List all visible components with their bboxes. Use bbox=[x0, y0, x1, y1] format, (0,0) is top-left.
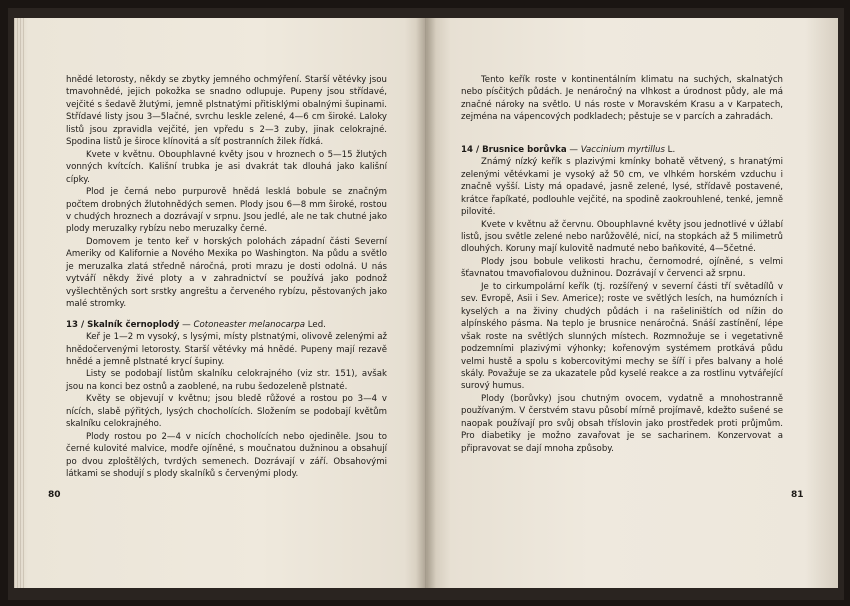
right-page bbox=[426, 18, 838, 588]
section-heading bbox=[66, 319, 387, 331]
paragraph: Plody jsou bobule velikosti hrachu, černomodré, ojíněné, s velmi šťavnatou tmavofialovou dužninou. Dozrávají v červenci až srpnu. bbox=[461, 256, 783, 280]
paragraph: Plody (borůvky) jsou chutným ovocem, vydatně a mnohostranně používaným. V čerstvém stavu působí mírně projímavě, kdežto sušené se naopak používají pro svůj obsah tříslovin jako prostředek proti průjmům. Pro diabetiky je možno zavařovat je se sacharinem. Konzervovat a připravovat se dají mnoha způsoby. bbox=[461, 393, 783, 454]
heading-number: 13 / bbox=[66, 319, 88, 330]
section-spacer bbox=[461, 124, 783, 136]
heading-latin: Cotoneaster melanocarpa bbox=[193, 319, 306, 330]
paragraph: Keř je 1—2 m vysoký, s lysými, místy plstnatými, olivově zelenými až hnědočervenými letorosty. Starší větévky má hnědé. Pupeny mají rezavě hnědé a jemně plstnaté krycí šupiny. bbox=[66, 332, 387, 367]
heading-name: Skalník černoplodý bbox=[87, 319, 180, 330]
left-page-text bbox=[66, 74, 387, 481]
page-number: 80 bbox=[48, 490, 61, 500]
page-number: 81 bbox=[791, 490, 804, 500]
page-edges bbox=[14, 18, 24, 588]
heading-dash: — bbox=[179, 319, 194, 330]
heading-number: 14 / bbox=[461, 144, 483, 155]
paragraph: Domovem je tento keř v horských polohách západní části Severní Ameriky od Kalifornie a Nového Mexika po Washington. Na půdu a světlo je meruzalka zlatá středně náročná, proti mrazu je dosti odolná. U nás vytváří někdy živé ploty a v zahradnictví se používá jako podnož vyšlechtěných sort srstky angreštu a červeného rybízu, pěstovaných jako malé stromky. bbox=[66, 236, 387, 310]
paragraph: Je to cirkumpolární keřík (tj. rozšířený v severní části tří světadílů v sev. Evropě, Asii i Sev. Americe); roste ve světlých lesích, na humózních i kyselých a na živiny chudých půdách i na rašeliništích od nížin do alpínského pásma. Na teplo je brusnice nenáročná. Snáší zastínění, lépe však roste na světlých slunných místech. Rozmnožuje se i vegetativně podzemními plazivými výhonky; kořenovým systémem protkává půdu velmi hustě a spolu s kobercovitými mechy se šíří i přes balvany a holé skály. Považuje se za ukazatele půd kyselé reakce a za rostlinu vytvářející surový humus. bbox=[461, 281, 783, 392]
paragraph: hnědé letorosty, někdy se zbytky jemného ochmýření. Starší větévky jsou tmavohnědé, jejich pokožka se snadno odlupuje. Pupeny jsou střídavé, vejčité s šedavě žlutými, jemně plstnatými přitisklými obalnými šupinami. Střídavé listy jsou 3—5lačné, svrchu leskle zelené, 4—6 cm široké. Laloky listů jsou zpravidla vejčité, jen vpředu s 2—3 zuby, jinak celokrajné. Spodina listů je široce klínovitá a síť postranních žilek řídká. bbox=[66, 75, 387, 148]
paragraph: Známý nízký keřík s plazivými kmínky bohatě větvený, s hranatými zelenými větévkami je vysoký až 50 cm, ve vlhkém horském vzduchu i značně vyšší. Listy má opadavé, jasně zelené, lysé, střídavě postavené, krátce řapíkaté, podlouhle vejčité, na spodině zaokrouhlené, tenké, jemně pilovité. bbox=[461, 157, 783, 218]
paragraph: Kvete v květnu. Obouphlavné květy jsou v hroznech o 5—15 žlutých vonných kvítcích. Kališní trubka je asi dvakrát tak dlouhá jako kališní cípky. bbox=[66, 149, 387, 185]
heading-latin: Vaccinium myrtillus bbox=[580, 144, 665, 155]
paragraph: Plody rostou po 2—4 v nicích chocholících nebo ojediněle. Jsou to černé kulovité malvice, modře ojíněné, s moučnatou dužninou a obsahují po dvou zploštělých, tvrdých semenech. Dozrávají v září. Obsahovými látkami se shodují s plody skalníků s červenými plody. bbox=[66, 431, 387, 480]
paragraph: Květy se objevují v květnu; jsou bledě růžové a rostou po 3—4 v nících, slabě pýřitých, lysých chocholících. Složením se podobají květům skalníku celokrajného. bbox=[66, 394, 387, 430]
heading-dash: — bbox=[566, 144, 581, 155]
open-book bbox=[8, 8, 844, 600]
section-heading bbox=[461, 144, 783, 156]
right-page-text bbox=[461, 74, 783, 455]
heading-author: L. bbox=[664, 144, 676, 155]
paragraph: Plod je černá nebo purpurově hnědá lesklá bobule se značným počtem drobných žlutohnědých semen. Plody jsou 6—8 mm široké, rostou v chudých hroznech a dozrávají v srpnu. Jsou jedlé, ale ne tak chutné jako plody meruzalky rybízu nebo meruzalky černé. bbox=[66, 187, 387, 235]
paragraph: Kvete v květnu až červnu. Obouphlavné květy jsou jednotlivé v úžlabí listů, jsou světle zelené nebo narůžovělé, nicí, na stopkách až 5 milimetrů dlouhých. Koruny mají kulovitě nadmuté nebo baňkovité, 4—5četné. bbox=[461, 219, 783, 255]
paragraph: Listy se podobají listům skalníku celokrajného (viz str. 151), avšak jsou na konci bez ostnů a zaoblené, na rubu šedozeleně plstnaté. bbox=[66, 369, 387, 392]
heading-name: Brusnice borůvka bbox=[482, 144, 567, 155]
paragraph: Tento keřík roste v kontinentálním klimatu na suchých, skalnatých nebo písčitých půdách. Je nenáročný na vlhkost a úrodnost půdy, ale má značné nároky na světlo. U nás roste v Moravském Krasu a v Karpatech, zejména na vápencových podkladech; pěstuje se v parcích a zahradách. bbox=[461, 75, 783, 123]
left-page bbox=[14, 18, 426, 588]
heading-author: Led. bbox=[305, 319, 326, 330]
